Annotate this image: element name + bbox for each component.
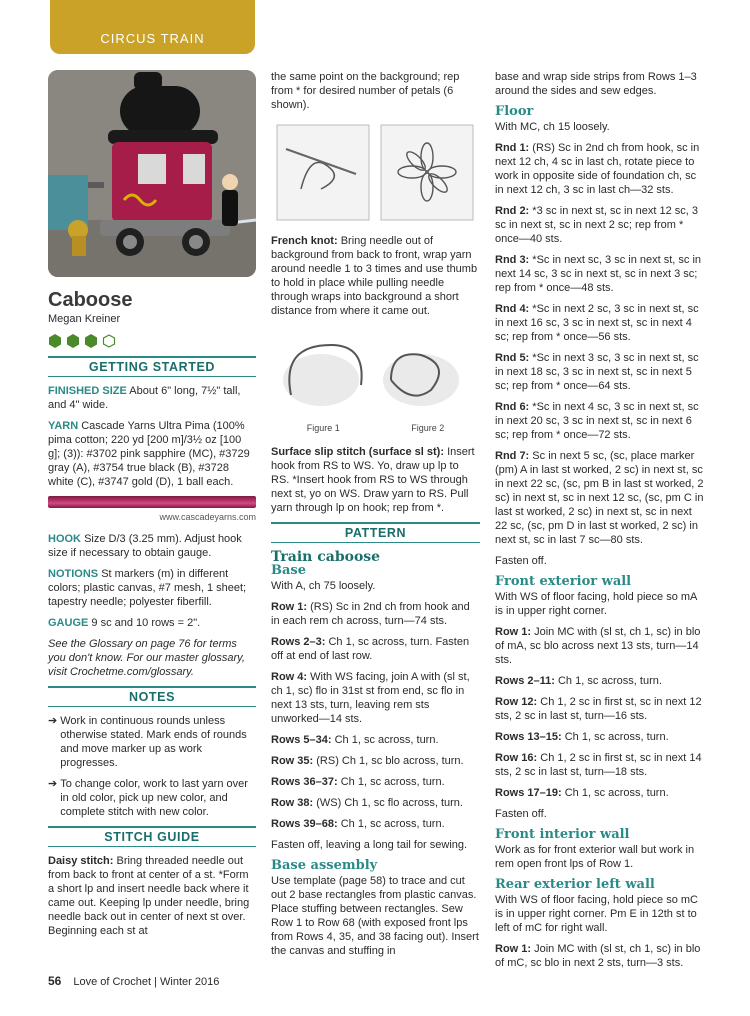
- note-item: [48, 714, 256, 770]
- french-knot: [271, 234, 480, 318]
- rnd-text: *3 sc in next st, sc in next 12 sc, 3 sc in next st, sc in next 2 sc; rep from * once—40 sts.: [495, 205, 698, 245]
- rnd-text: *Sc in next 3 sc, 3 sc in next st, sc in next 18 sc, 3 sc in next st, sc in next 5 sc; rep from * once—64 sts.: [495, 352, 699, 392]
- caboose-photo: [48, 70, 256, 277]
- skill-hexagon-empty-icon: [102, 334, 116, 348]
- row-label: Rows 39–68:: [271, 818, 338, 830]
- base-end: Fasten off, leaving a long tail for sewing.: [271, 839, 468, 851]
- section-tab: [50, 0, 255, 54]
- row-text: (RS) Sc in 2nd ch from hook and in each rem ch across, turn—74 sts.: [271, 601, 470, 627]
- front-exterior-row: [495, 674, 705, 688]
- floor-rnd: [495, 204, 705, 246]
- row-label: Rows 13–15:: [495, 731, 562, 743]
- front-exterior-row: [495, 695, 705, 723]
- rnd-label: Rnd 3:: [495, 254, 530, 266]
- surface-slip-stitch-illustration: [271, 325, 480, 413]
- floor-rnd: [495, 351, 705, 393]
- yarn-url: www.cascadeyarns.com: [159, 512, 256, 522]
- front-exterior-row: [495, 625, 705, 667]
- row-label: Row 38:: [271, 797, 314, 809]
- floor-rnd: [495, 449, 705, 547]
- base-assembly-title: Base assembly: [271, 858, 378, 873]
- figure-1-caption: Figure 1: [306, 423, 340, 433]
- front-exterior-end: Fasten off.: [495, 808, 547, 820]
- rnd-text: *Sc in next 4 sc, 3 sc in next st, sc in next 20 sc, 3 sc in next st, sc in next 6 sc; rep from * once—72 sts.: [495, 401, 699, 441]
- row-text: Ch 1, sc across, turn.: [334, 734, 439, 746]
- front-interior-text: Work as for front exterior wall but work in rem open front lps of Row 1.: [495, 844, 695, 870]
- pattern-row: [271, 817, 480, 831]
- row-text: Ch 1, sc across, turn.: [340, 776, 445, 788]
- column-1: [48, 70, 256, 945]
- row-label: Rows 36–37:: [271, 776, 338, 788]
- row-text: Ch 1, 2 sc in first st, sc in next 14 sts, 2 sc in last st, turn—18 sts.: [495, 752, 702, 778]
- yarn-info: [48, 419, 256, 489]
- page-footer: 56 Love of Crochet | Winter 2016: [48, 974, 220, 988]
- row-text: Ch 1, sc across, turn.: [564, 787, 669, 799]
- rnd-label: Rnd 2:: [495, 205, 530, 217]
- floor-title: Floor: [495, 104, 534, 119]
- rnd-text: *Sc in next sc, 3 sc in next st, sc in next 14 sc, 3 sc in next st, sc in next 3 sc; rep from * once—48 sts.: [495, 254, 702, 294]
- pattern-row: [271, 635, 480, 663]
- base-assembly-continued: base and wrap side strips from Rows 1–3 around the sides and sew edges.: [495, 71, 697, 97]
- front-exterior-title: Front exterior wall: [495, 574, 632, 589]
- row-text: Ch 1, sc across, turn.: [340, 818, 445, 830]
- finished-size-text: About 6" long, 7½" tall, and 4" wide.: [48, 385, 241, 411]
- note-item: [48, 777, 256, 819]
- base-intro: With A, ch 75 loosely.: [271, 580, 376, 592]
- front-interior-title: Front interior wall: [495, 827, 630, 842]
- column-2: [271, 70, 480, 965]
- rnd-text: (RS) Sc in 2nd ch from hook, sc in next 12 ch, 4 sc in last ch, rotate piece to work in opposite side of foundation ch, sc in next 12 ch, 3 sc in last ch—32 sts.: [495, 142, 700, 196]
- row-label: Row 1:: [495, 943, 532, 955]
- row-text: Join MC with (sl st, ch 1, sc) in blo of mA, sc blo across next 13 sts, turn—14 sts.: [495, 626, 701, 666]
- skill-hexagon-filled-icon: [84, 334, 98, 348]
- skill-hexagon-filled-icon: [48, 334, 62, 348]
- french-knot-label: French knot:: [271, 235, 338, 247]
- daisy-stitch-text: Bring threaded needle out from back to front at center of a st. *Form a short lp and insert needle back where it came out. Keeping lp under needle, bring needle back out in center of next st over. Beginning each st at: [48, 855, 250, 937]
- daisy-stitch-continued: the same point on the background; rep from * for desired number of petals (6 shown).: [271, 71, 460, 111]
- pattern-row: [271, 600, 480, 628]
- skill-hexagon-filled-icon: [66, 334, 80, 348]
- caboose-illustration: [48, 70, 256, 277]
- notions-label: NOTIONS: [48, 568, 99, 580]
- front-exterior-row: [495, 786, 705, 800]
- daisy-stitch-label: Daisy stitch:: [48, 855, 114, 867]
- notions-text: St markers (m) in different colors; plastic canvas, #7 mesh, 1 sheet; tapestry needle; polyester fiberfill.: [48, 568, 247, 608]
- gauge-text: 9 sc and 10 rows = 2".: [91, 617, 201, 629]
- rear-exterior-left-row: [495, 942, 705, 970]
- daisy-stitch: [48, 854, 256, 938]
- pattern-row: [271, 796, 480, 810]
- arrow-icon: ➔: [48, 715, 58, 727]
- rnd-label: Rnd 5:: [495, 352, 530, 364]
- notions-info: [48, 567, 256, 609]
- floor-rnd: [495, 400, 705, 442]
- section-tab-label: CIRCUS TRAIN: [100, 31, 205, 46]
- row-text: Ch 1, sc across, turn.: [557, 675, 662, 687]
- rnd-text: *Sc in next 2 sc, 3 sc in next st, sc in next 16 sc, 3 sc in next st, sc in next 4 sc; rep from * once—56 sts.: [495, 303, 699, 343]
- finished-size-label: FINISHED SIZE: [48, 385, 127, 397]
- floor-intro: With MC, ch 15 loosely.: [495, 121, 610, 133]
- base-assembly-text: Use template (page 58) to trace and cut out 2 base rectangles from plastic canvas. Place stuffing between rectangles. Sew Row 1 to Row 68 (with exposed front lps from Rows 4, 35, and 38 facing out). Insert the canvas and stuffing in: [271, 875, 479, 957]
- pattern-row: [271, 754, 480, 768]
- row-label: Rows 5–34:: [271, 734, 332, 746]
- row-text: With WS facing, join A with (sl st, ch 1, sc) flo in 31st st from end, sc flo in next 13 sts, turn, leaving rem sts unworked—14 sts.: [271, 671, 470, 725]
- yarn-label: YARN: [48, 420, 79, 432]
- base-title: Base: [271, 563, 307, 578]
- skill-level: [48, 334, 256, 348]
- pattern-title: Caboose: [48, 289, 133, 311]
- rear-exterior-left-intro: With WS of floor facing, hold piece so mC is in upper right corner. Pm E in 12th st to left of mC for right wall.: [495, 894, 698, 934]
- hook-info: [48, 532, 256, 560]
- rnd-label: Rnd 7:: [495, 450, 530, 462]
- row-text: (WS) Ch 1, sc flo across, turn.: [316, 797, 463, 809]
- pattern-heading: PATTERN: [271, 522, 480, 543]
- arrow-icon: ➔: [48, 778, 58, 790]
- row-label: Row 35:: [271, 755, 314, 767]
- stitch-guide-heading: STITCH GUIDE: [48, 826, 256, 847]
- train-caboose-title: Train caboose: [271, 549, 381, 565]
- pattern-row: [271, 670, 480, 726]
- rear-exterior-left-title: Rear exterior left wall: [495, 877, 655, 892]
- yarn-swatch-image: [48, 496, 256, 508]
- row-label: Rows 17–19:: [495, 787, 562, 799]
- rnd-label: Rnd 6:: [495, 401, 530, 413]
- figure-2-caption: Figure 2: [411, 423, 445, 433]
- floor-rnd: [495, 141, 705, 197]
- row-text: Join MC with (sl st, ch 1, sc) in blo of mC, sc blo in next 2 sts, turn—3 sts.: [495, 943, 701, 969]
- notes-heading: NOTES: [48, 686, 256, 707]
- column-3: [495, 70, 705, 977]
- rnd-text: Sc in next 5 sc, (sc, place marker (pm) A in last st worked, 2 sc) in next st, sc in next 22 sc, (sc, pm B in last st worked, 2 sc) in next st, sc in next 12 sc, (sc, pm C in last st worked, 2 sc) in next st, sc in next 22 sc, (sc, pm D in last st worked, 2 sc) in next st, sc in last 7 sc—80 sts.: [495, 450, 704, 546]
- getting-started-heading: GETTING STARTED: [48, 356, 256, 377]
- row-text: (RS) Ch 1, sc blo across, turn.: [316, 755, 464, 767]
- french-knot-text: Bring needle out of background from back to front, wrap yarn around needle 1 to 3 times and use thumb to hold in place while pulling needle through wraps into background a short distance from where it came out.: [271, 235, 478, 317]
- hook-label: HOOK: [48, 533, 81, 545]
- floor-end: Fasten off.: [495, 555, 547, 567]
- front-exterior-intro: With WS of floor facing, hold piece so mA is in upper right corner.: [495, 591, 697, 617]
- finished-size: [48, 384, 256, 412]
- glossary-note: See the Glossary on page 76 for terms you don't know. For our master glossary, visit Crochetme.com/glossary.: [48, 638, 245, 678]
- page-number: 56: [48, 974, 62, 988]
- row-label: Rows 2–3:: [271, 636, 326, 648]
- floor-rnd: [495, 253, 705, 295]
- surface-slip-stitch: [271, 445, 480, 515]
- row-label: Row 1:: [495, 626, 532, 638]
- surface-slip-stitch-label: Surface slip stitch (surface sl st):: [271, 446, 444, 458]
- front-exterior-row: [495, 730, 705, 744]
- rnd-label: Rnd 4:: [495, 303, 530, 315]
- pattern-row: [271, 733, 480, 747]
- row-label: Row 4:: [271, 671, 308, 683]
- row-text: Ch 1, sc across, turn.: [564, 731, 669, 743]
- figure-captions: [271, 421, 480, 435]
- row-text: Ch 1, sc across, turn. Fasten off at end of last row.: [271, 636, 470, 662]
- row-label: Row 16:: [495, 752, 538, 764]
- row-text: Ch 1, 2 sc in first st, sc in next 12 sts, 2 sc in last st, turn—16 sts.: [495, 696, 702, 722]
- magazine-name: Love of Crochet: [73, 976, 152, 988]
- issue-name: Winter 2016: [160, 976, 220, 988]
- row-label: Rows 2–11:: [495, 675, 555, 687]
- pattern-row: [271, 775, 480, 789]
- designer-name: Megan Kreiner: [48, 313, 121, 325]
- row-label: Row 12:: [495, 696, 538, 708]
- gauge-label: GAUGE: [48, 617, 89, 629]
- note-text: To change color, work to last yarn over in old color, pick up new color, and complete stitch with new color.: [60, 778, 248, 818]
- daisy-stitch-illustration: [271, 119, 480, 224]
- hook-text: Size D/3 (3.25 mm). Adjust hook size if necessary to obtain gauge.: [48, 533, 242, 559]
- floor-rnd: [495, 302, 705, 344]
- front-exterior-row: [495, 751, 705, 779]
- row-label: Row 1:: [271, 601, 308, 613]
- surface-slip-stitch-text: Insert hook from RS to WS. Yo, draw up lp to RS. *Insert hook from RS to WS through next st, yo on WS. Draw yarn to RS. Pull yarn through lp on hook; rep from *.: [271, 446, 475, 514]
- gauge-info: [48, 616, 256, 630]
- note-text: Work in continuous rounds unless otherwise stated. Mark ends of rounds and move marker up as work progresses.: [60, 715, 247, 769]
- rnd-label: Rnd 1:: [495, 142, 530, 154]
- yarn-text: Cascade Yarns Ultra Pima (100% pima cotton; 220 yd [200 m]/3½ oz [100 g]; (3)): #3702 pink sapphire (MC), #3729 gray (A), #3754 true black (B), #3728 white (C), #3747 gold (D), 1 ball each.: [48, 420, 250, 488]
